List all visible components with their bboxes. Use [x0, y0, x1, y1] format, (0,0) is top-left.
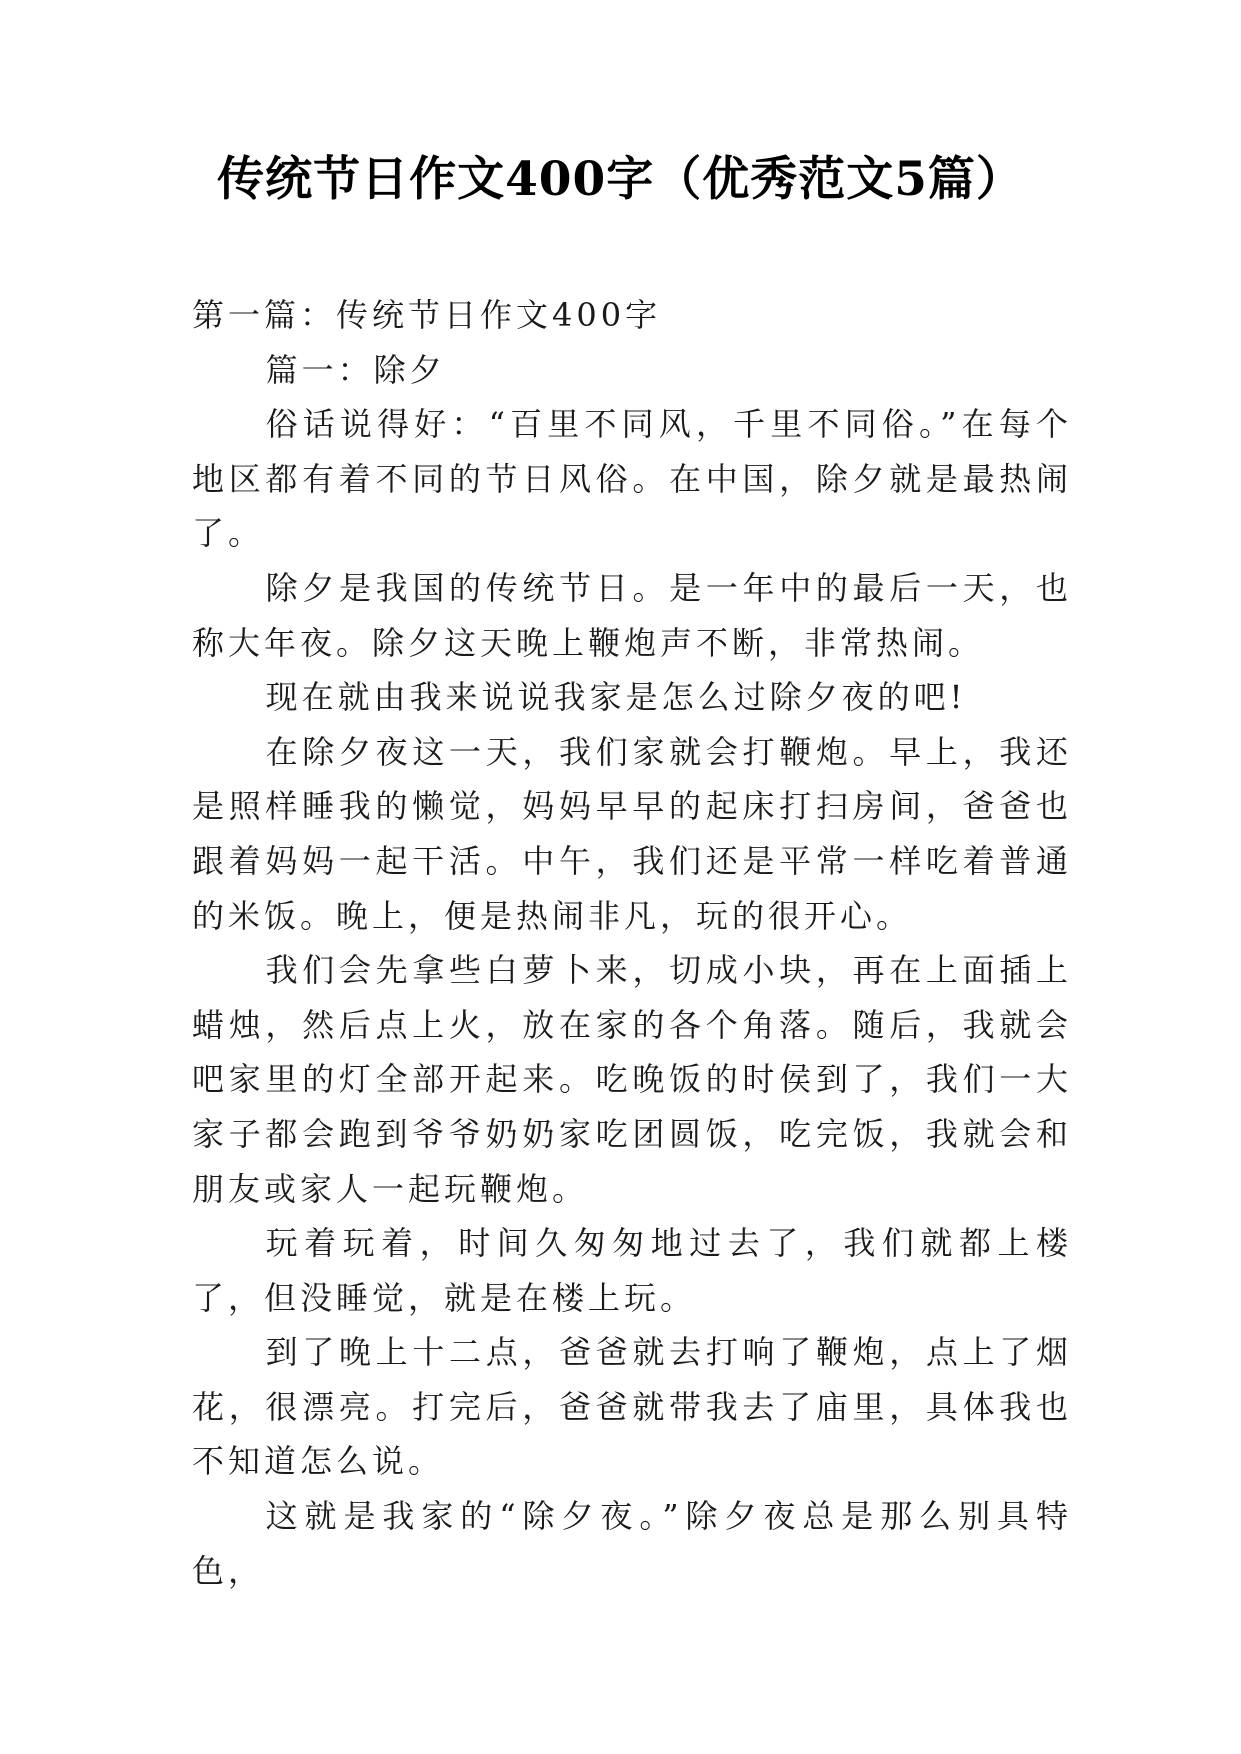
paragraph: 现在就由我来说说我家是怎么过除夕夜的吧! [265, 678, 967, 717]
paragraph: 除夕是我国的传统节日。是一年中的最后一天，也称大年夜。除夕这天晚上鞭炮声不断，非常热闹。 [192, 568, 1072, 662]
paragraph: 俗话说得好：“百里不同风，千里不同俗。”在每个地区都有着不同的节日风俗。在中国，除夕就是最热闹了。 [192, 405, 1072, 553]
paragraph: 玩着玩着，时间久匆匆地过去了，我们就都上楼了，但没睡觉，就是在楼上玩。 [192, 1224, 1072, 1317]
document-body [192, 288, 1072, 1598]
paragraph: 我们会先拿些白萝卜来，切成小块，再在上面插上蜡烛，然后点上火，放在家的各个角落。随后，我就会吧家里的灯全部开起来。吃晚饭的时侯到了，我们一大家子都会跑到爷爷奶奶家吃团圆饭，吃完饭，我就会和朋友或家人一起玩鞭炮。 [192, 951, 1072, 1208]
paragraph: 到了晚上十二点，爸爸就去打响了鞭炮，点上了烟花，很漂亮。打完后，爸爸就带我去了庙里，具体我也不知道怎么说。 [192, 1333, 1072, 1481]
paragraph: 在除夕夜这一天，我们家就会打鞭炮。早上，我还是照样睡我的懒觉，妈妈早早的起床打扫房间，爸爸也跟着妈妈一起干活。中午，我们还是平常一样吃着普通的米饭。晚上，便是热闹非凡，玩的很开心。 [192, 732, 1072, 935]
subsection-heading: 篇一：除夕 [265, 350, 446, 389]
section-heading: 第一篇：传统节日作文400字 [192, 296, 662, 334]
paragraph: 这就是我家的“除夕夜。”除夕夜总是那么别具特色， [192, 1497, 1072, 1590]
document-title: 传统节日作文400字（优秀范文5篇） [217, 152, 1024, 207]
